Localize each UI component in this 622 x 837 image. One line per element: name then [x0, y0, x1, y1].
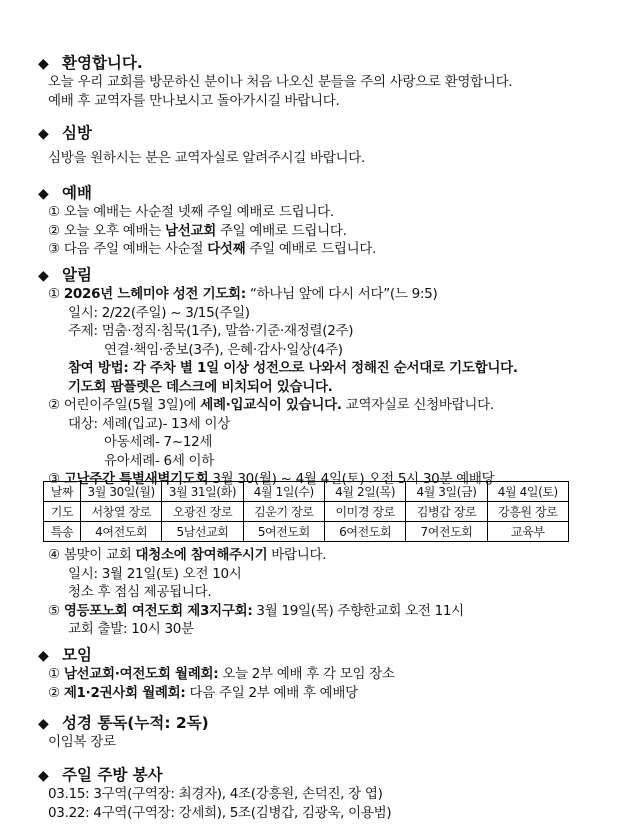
table-cell: 기도: [44, 502, 81, 522]
worship-item-3-bold: 다섯째: [207, 241, 246, 257]
table-cell: 날짜: [44, 482, 81, 502]
table-cell: 강흥원 장로: [487, 502, 568, 522]
service-title: 주일 주방 봉사: [62, 766, 163, 784]
notice-5-title-bold: 영등포노회 여전도회 제3지구회:: [63, 602, 253, 619]
notice-2-title: [48, 396, 598, 415]
notice-4-title: [48, 546, 608, 565]
notice-2-post: 교역자실로 신청바랍니다.: [341, 397, 494, 413]
worship-title: 예배: [62, 184, 92, 202]
notice-1-title: [48, 285, 598, 304]
table-cell: 김운기 장로: [243, 502, 324, 522]
table-cell: 3월 31일(화): [162, 482, 243, 502]
table-cell: 7여전도회: [406, 522, 487, 542]
notice-1-topic-2: 연결·책임·중보(3주), 은혜·감사·일상(4주): [104, 341, 343, 358]
notice-1-method: 참여 방법: 각 주차 별 1일 이상 성전으로 나와서 정해진 순서대로 기도합니다.: [68, 360, 518, 376]
welcome-heading: [38, 53, 598, 73]
notices-heading: [38, 265, 598, 285]
welcome-line-1: 오늘 우리 교회를 방문하신 분이나 처음 나오신 분들을 주의 사랑으로 환영합니다.: [48, 74, 513, 90]
bible-reader: 이임복 장로: [48, 734, 116, 750]
diamond-icon: ◆: [38, 126, 49, 142]
table-cell: 5여전도회: [243, 522, 324, 542]
worship-section: [38, 183, 598, 259]
bible-heading: [38, 713, 598, 733]
diamond-icon: ◆: [38, 186, 49, 202]
diamond-icon: ◆: [38, 716, 49, 732]
worship-item-1-text: 오늘 예배는 사순절 넷째 주일 예배로 드립니다.: [63, 204, 334, 220]
table-cell: 5남선교회: [162, 522, 243, 542]
notice-1-pamphlet: 기도회 팜플렛은 데스크에 비치되어 있습니다.: [68, 378, 333, 395]
worship-item-2-post: 주일 예배로 드립니다.: [215, 222, 347, 239]
notice-1-date: 일시: 2/22(주일) ~ 3/15(주일): [68, 304, 250, 321]
worship-item-3: [48, 240, 598, 259]
worship-item-1: [48, 203, 598, 222]
table-cell: 4월 4일(토): [487, 482, 568, 502]
meeting-item-1: [48, 665, 598, 684]
meeting-item-2-bold: 제1·2권사회 월례회:: [63, 684, 186, 701]
number-icon: ④: [48, 547, 60, 563]
table-cell: 오광진 장로: [162, 502, 243, 522]
diamond-icon: ◆: [38, 648, 49, 664]
table-cell: 6여전도회: [324, 522, 405, 542]
meeting-item-2: [48, 684, 598, 703]
notice-5-title: [48, 602, 608, 621]
table-cell: 김병갑 장로: [406, 502, 487, 522]
service-line-1: 03.15: 3구역(구역장: 최경자), 4조(강흥원, 손덕진, 장 엽): [48, 786, 383, 802]
table-cell: 4월 3일(금): [406, 482, 487, 502]
notice-1-title-bold: 2026년 느헤미야 성전 기도회:: [63, 286, 246, 302]
worship-item-3-pre: 다음 주일 예배는 사순절: [63, 241, 208, 257]
visit-title: 심방: [62, 124, 92, 142]
welcome-section: [38, 53, 598, 110]
notice-3-title-bold: 고난주간 특별새벽기도회: [63, 471, 209, 487]
table-row-header: [44, 482, 569, 502]
meetings-heading: [38, 645, 598, 665]
notice-4-lunch: 청소 후 점심 제공됩니다.: [68, 584, 212, 600]
visit-heading: [38, 123, 598, 143]
welcome-title: 환영합니다.: [62, 54, 143, 72]
welcome-line-2: 예배 후 교역자를 만나보시고 돌아가시길 바랍니다.: [48, 92, 340, 109]
service-heading: [38, 765, 598, 785]
worship-item-2-bold: 남선교회: [164, 222, 216, 239]
service-line-2: 03.22: 4구역(구역장: 강세희), 5조(김병갑, 김광욱, 이용범): [48, 804, 392, 821]
notice-1-topic-1: 주제: 멈춤·정직·침묵(1주), 말씀·기준·재정렬(2주): [68, 323, 354, 339]
notice-5-depart: 교회 출발: 10시 30분: [68, 621, 194, 637]
worship-item-2: [48, 222, 598, 241]
visit-section: [38, 123, 598, 168]
notice-1-title-rest: “하나님 앞에 다시 서다”(느 9:5): [245, 286, 438, 302]
prayer-schedule-table: [43, 481, 569, 542]
table-cell: 3월 30일(월): [81, 482, 162, 502]
table-cell: 4월 1일(수): [243, 482, 324, 502]
table-cell: 4월 2일(목): [324, 482, 405, 502]
number-icon: ③: [48, 471, 60, 487]
worship-item-2-pre: 오늘 오후 예배는: [63, 222, 165, 239]
notice-3-title-rest: 3월 30(월) ~ 4월 4일(토) 오전 5시 30분 예배당: [208, 471, 495, 487]
worship-item-3-post: 주일 예배로 드립니다.: [245, 241, 377, 257]
notice-4-bold: 대청소에 참여해주시기: [135, 547, 268, 563]
number-icon: ③: [48, 241, 60, 257]
table-row-special: [44, 522, 569, 542]
number-icon: ②: [48, 684, 60, 701]
table-cell: 특송: [44, 522, 81, 542]
meeting-item-1-rest: 오늘 2부 예배 후 각 모임 장소: [218, 666, 395, 682]
meetings-title: 모임: [62, 646, 92, 664]
number-icon: ⑤: [48, 602, 60, 619]
meeting-item-2-rest: 다음 주일 2부 예배 후 예배당: [185, 684, 358, 701]
table-cell: 4여전도회: [81, 522, 162, 542]
table-cell: 교육부: [487, 522, 568, 542]
notices-title: 알림: [62, 266, 92, 284]
meetings-section: [38, 645, 598, 702]
table-cell: 이미경 장로: [324, 502, 405, 522]
diamond-icon: ◆: [38, 768, 49, 784]
kitchen-service-section: [38, 765, 598, 822]
number-icon: ②: [48, 397, 60, 413]
notice-5-title-rest: 3월 19일(목) 주향한교회 오전 11시: [252, 602, 464, 619]
notice-4-post: 바랍니다.: [267, 547, 327, 563]
meeting-item-1-bold: 남선교회·여전도회 월례회:: [63, 666, 219, 682]
notices-section: [38, 265, 598, 489]
table-row-prayer: [44, 502, 569, 522]
diamond-icon: ◆: [38, 268, 49, 284]
notice-2-child-baptism: 아동세례- 7~12세: [104, 434, 213, 450]
worship-heading: [38, 183, 598, 203]
notice-2-pre: 어린이주일(5월 3일)에: [63, 397, 201, 413]
notices-continued: [38, 546, 608, 639]
bible-title: 성경 통독(누적: 2독): [62, 714, 209, 732]
number-icon: ①: [48, 286, 60, 302]
notice-4-pre: 봄맞이 교회: [63, 547, 136, 563]
notice-2-target: 대상: 세례(입교)- 13세 이상: [68, 415, 230, 432]
number-icon: ①: [48, 204, 60, 220]
number-icon: ①: [48, 666, 60, 682]
notice-4-date: 일시: 3월 21일(토) 오전 10시: [68, 565, 242, 582]
table-cell: 서창열 장로: [81, 502, 162, 522]
bible-section: [38, 713, 598, 752]
visit-line-1: 심방을 원하시는 분은 교역자실로 알려주시길 바랍니다.: [48, 150, 365, 166]
diamond-icon: ◆: [38, 56, 49, 72]
number-icon: ②: [48, 222, 60, 239]
notice-2-infant-baptism: 유아세례- 6세 이하: [104, 452, 215, 469]
notice-2-bold: 세례·입교식이 있습니다.: [200, 397, 342, 413]
